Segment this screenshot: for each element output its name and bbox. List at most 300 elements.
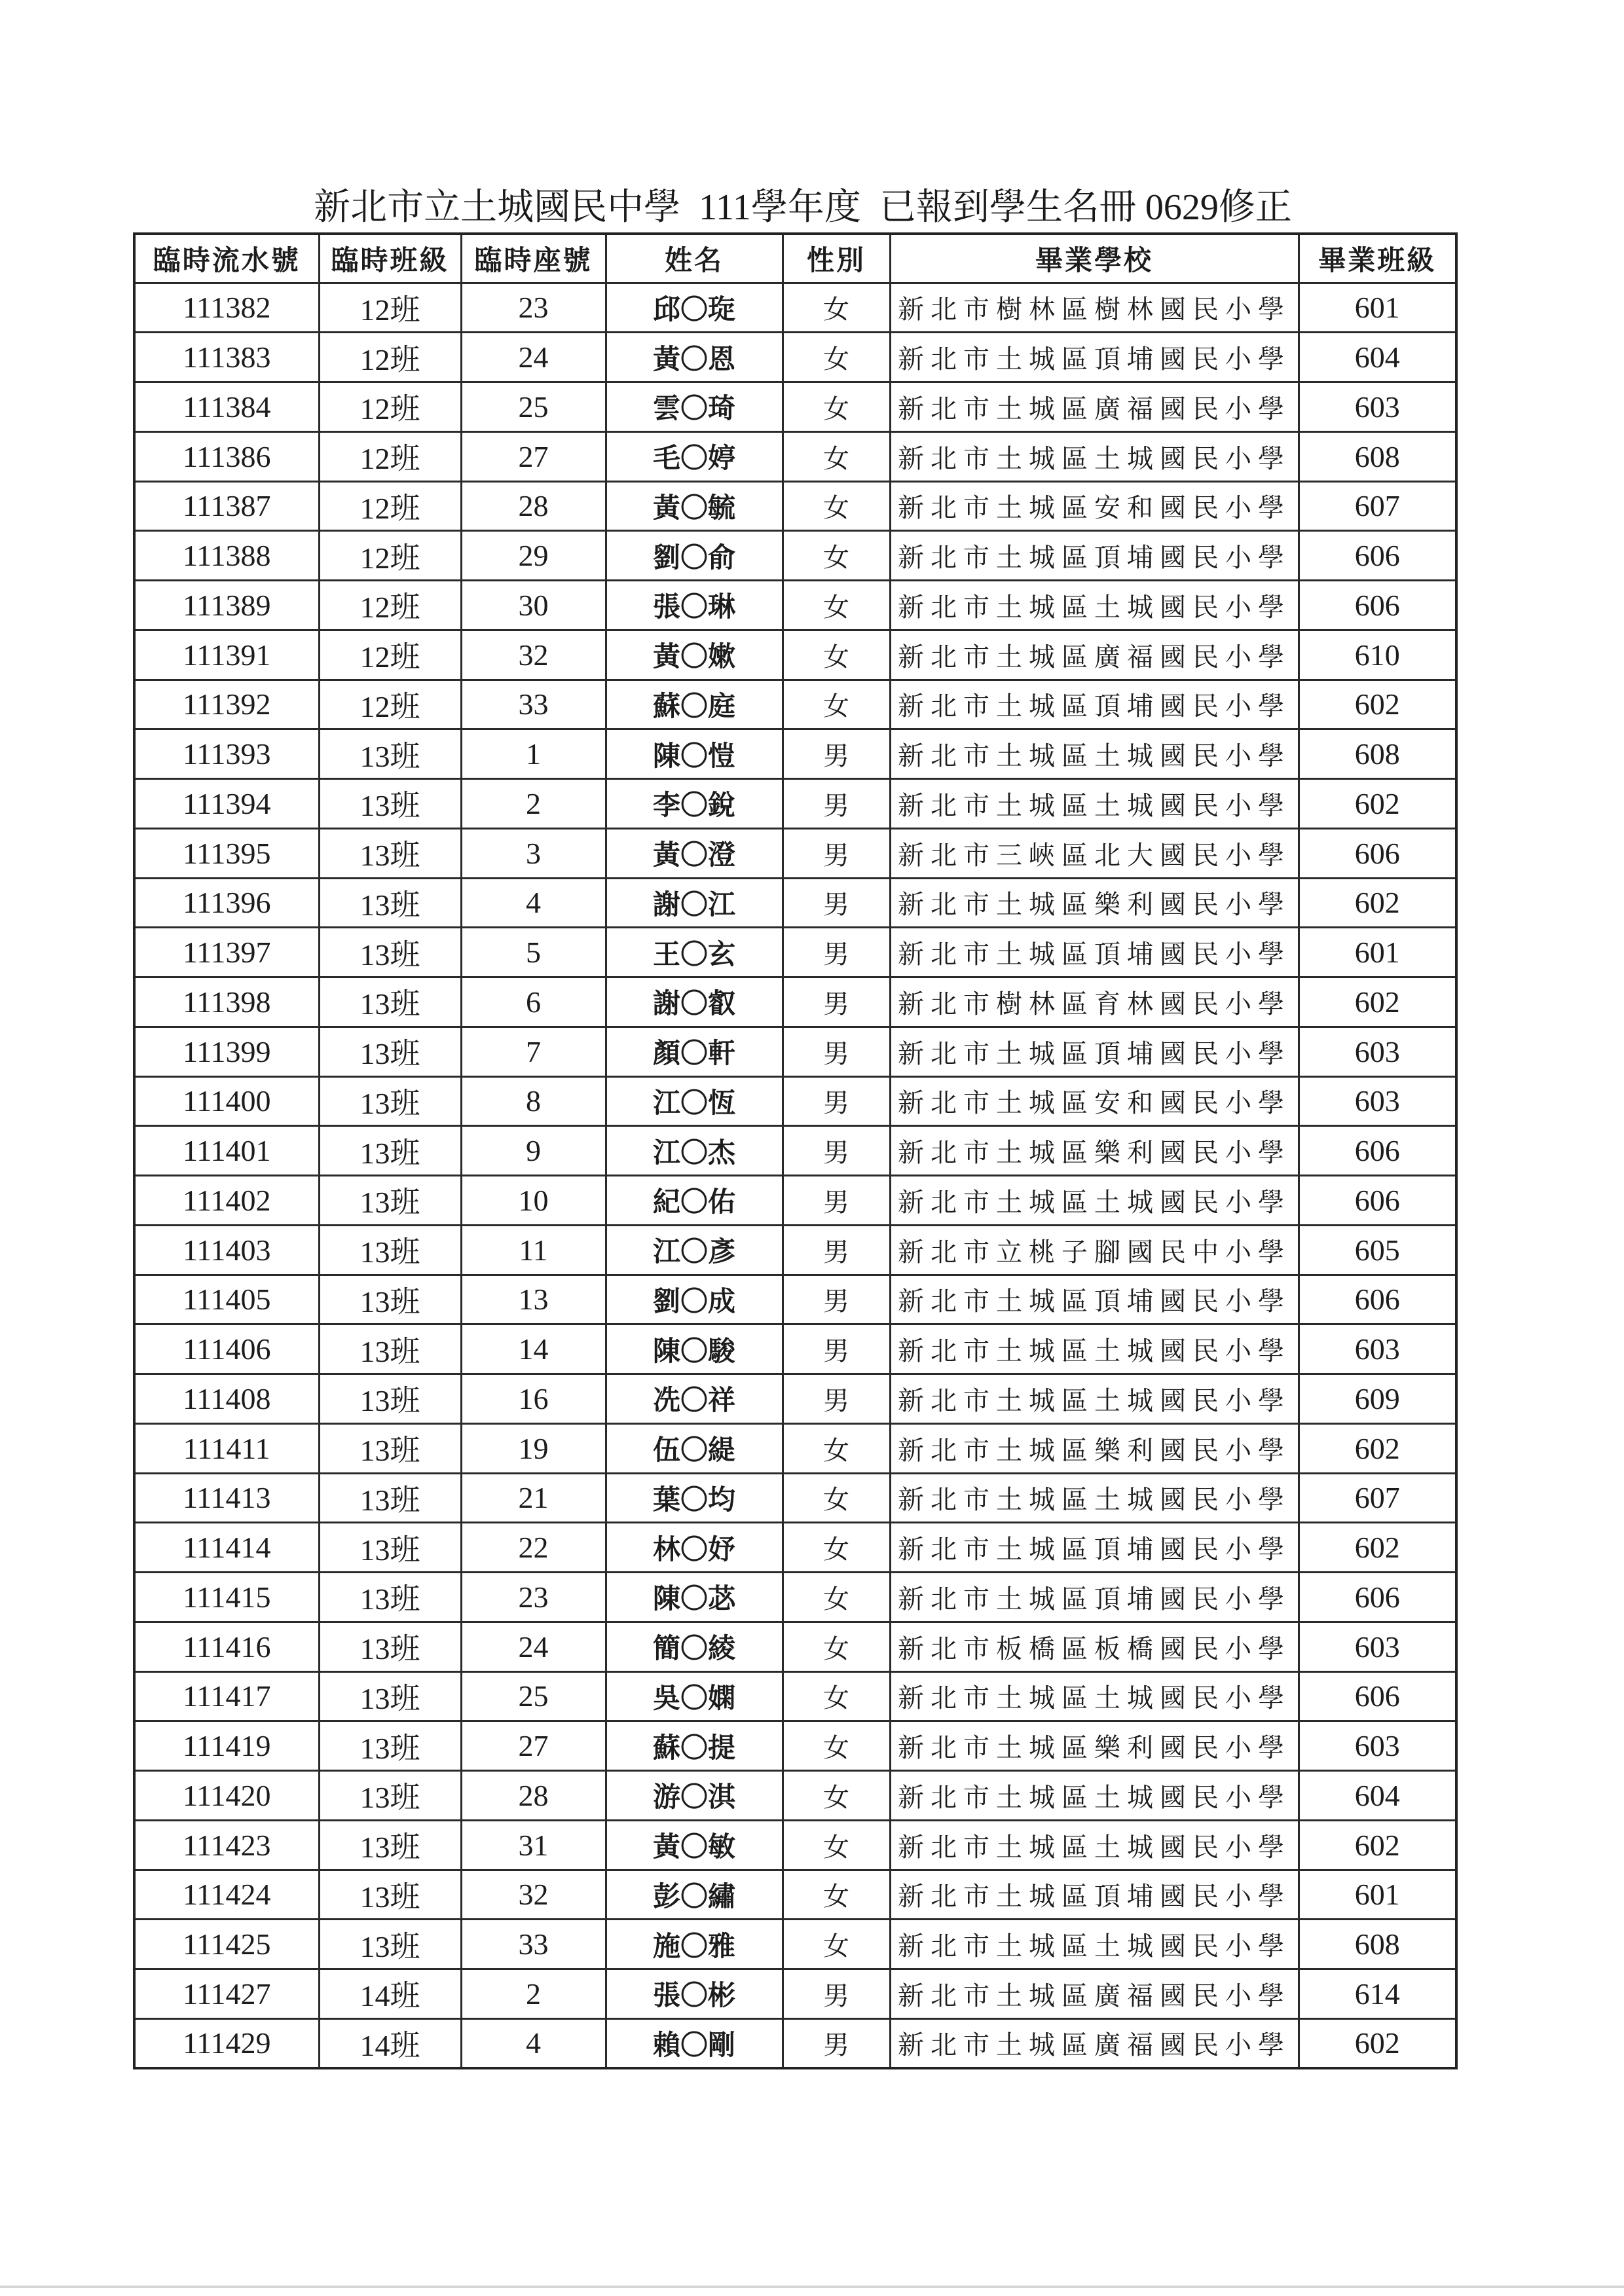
cell-serial: 111414 bbox=[134, 1523, 319, 1573]
cell-gender: 男 bbox=[783, 1374, 890, 1424]
table-row bbox=[134, 1870, 1456, 1920]
cell-serial: 111425 bbox=[134, 1920, 319, 1969]
cell-school: 新北市土城區頂埔國民小學 bbox=[890, 1275, 1299, 1324]
cell-name: 謝〇江 bbox=[606, 878, 783, 928]
cell-grad-class: 606 bbox=[1299, 1275, 1456, 1324]
cell-grad-class: 603 bbox=[1299, 1324, 1456, 1374]
table-row bbox=[134, 878, 1456, 928]
cell-seat: 11 bbox=[461, 1225, 606, 1275]
cell-temp-class: 12班 bbox=[319, 382, 461, 432]
cell-temp-class: 13班 bbox=[319, 1820, 461, 1870]
cell-temp-class: 12班 bbox=[319, 283, 461, 333]
cell-grad-class: 608 bbox=[1299, 1920, 1456, 1969]
cell-name: 李〇銳 bbox=[606, 779, 783, 829]
table-row bbox=[134, 828, 1456, 878]
header-temp-class: 臨時班級 bbox=[319, 234, 461, 283]
cell-serial: 111395 bbox=[134, 828, 319, 878]
cell-school: 新北市土城區土城國民小學 bbox=[890, 1920, 1299, 1969]
cell-name: 林〇妤 bbox=[606, 1523, 783, 1573]
table-row bbox=[134, 1076, 1456, 1126]
cell-seat: 23 bbox=[461, 1573, 606, 1622]
cell-seat: 14 bbox=[461, 1324, 606, 1374]
table-row bbox=[134, 1176, 1456, 1226]
header-serial: 臨時流水號 bbox=[134, 234, 319, 283]
cell-school: 新北市土城區土城國民小學 bbox=[890, 1671, 1299, 1721]
table-row bbox=[134, 1126, 1456, 1176]
cell-seat: 32 bbox=[461, 1870, 606, 1920]
cell-seat: 27 bbox=[461, 1721, 606, 1771]
table-row bbox=[134, 1573, 1456, 1622]
cell-grad-class: 606 bbox=[1299, 1671, 1456, 1721]
header-gender: 性別 bbox=[783, 234, 890, 283]
cell-school: 新北市土城區土城國民小學 bbox=[890, 779, 1299, 829]
cell-school: 新北市土城區廣福國民小學 bbox=[890, 1969, 1299, 2019]
cell-gender: 女 bbox=[783, 1721, 890, 1771]
cell-grad-class: 602 bbox=[1299, 977, 1456, 1027]
cell-grad-class: 603 bbox=[1299, 382, 1456, 432]
cell-temp-class: 13班 bbox=[319, 1771, 461, 1821]
cell-name: 雲〇琦 bbox=[606, 382, 783, 432]
cell-name: 吳〇嫻 bbox=[606, 1671, 783, 1721]
cell-temp-class: 13班 bbox=[319, 977, 461, 1027]
cell-school: 新北市板橋區板橋國民小學 bbox=[890, 1622, 1299, 1671]
cell-serial: 111413 bbox=[134, 1473, 319, 1523]
cell-temp-class: 13班 bbox=[319, 1126, 461, 1176]
cell-gender: 女 bbox=[783, 1523, 890, 1573]
cell-grad-class: 606 bbox=[1299, 1126, 1456, 1176]
cell-serial: 111383 bbox=[134, 333, 319, 382]
cell-temp-class: 13班 bbox=[319, 828, 461, 878]
scan-edge-line bbox=[0, 2286, 1624, 2288]
cell-grad-class: 603 bbox=[1299, 1076, 1456, 1126]
cell-gender: 女 bbox=[783, 581, 890, 630]
cell-grad-class: 602 bbox=[1299, 878, 1456, 928]
cell-gender: 女 bbox=[783, 481, 890, 531]
cell-name: 陳〇苾 bbox=[606, 1573, 783, 1622]
cell-gender: 男 bbox=[783, 928, 890, 977]
cell-seat: 29 bbox=[461, 531, 606, 581]
cell-name: 黃〇嫰 bbox=[606, 630, 783, 680]
cell-temp-class: 12班 bbox=[319, 630, 461, 680]
cell-temp-class: 13班 bbox=[319, 1622, 461, 1671]
cell-school: 新北市土城區頂埔國民小學 bbox=[890, 333, 1299, 382]
cell-seat: 2 bbox=[461, 1969, 606, 2019]
cell-grad-class: 601 bbox=[1299, 283, 1456, 333]
cell-seat: 23 bbox=[461, 283, 606, 333]
cell-gender: 女 bbox=[783, 1870, 890, 1920]
table-header bbox=[134, 234, 1456, 283]
cell-name: 邱〇琁 bbox=[606, 283, 783, 333]
cell-school: 新北市土城區樂利國民小學 bbox=[890, 878, 1299, 928]
cell-gender: 男 bbox=[783, 1176, 890, 1226]
cell-temp-class: 13班 bbox=[319, 1573, 461, 1622]
table-row bbox=[134, 779, 1456, 829]
cell-name: 劉〇成 bbox=[606, 1275, 783, 1324]
cell-name: 江〇杰 bbox=[606, 1126, 783, 1176]
header-row bbox=[134, 234, 1456, 283]
cell-serial: 111406 bbox=[134, 1324, 319, 1374]
cell-name: 黃〇敏 bbox=[606, 1820, 783, 1870]
cell-seat: 1 bbox=[461, 729, 606, 779]
cell-serial: 111400 bbox=[134, 1076, 319, 1126]
cell-grad-class: 610 bbox=[1299, 630, 1456, 680]
table-row bbox=[134, 1225, 1456, 1275]
cell-serial: 111387 bbox=[134, 481, 319, 531]
cell-seat: 13 bbox=[461, 1275, 606, 1324]
cell-grad-class: 606 bbox=[1299, 1176, 1456, 1226]
cell-temp-class: 13班 bbox=[319, 1523, 461, 1573]
cell-name: 陳〇駿 bbox=[606, 1324, 783, 1374]
cell-temp-class: 12班 bbox=[319, 531, 461, 581]
cell-serial: 111408 bbox=[134, 1374, 319, 1424]
cell-gender: 女 bbox=[783, 1771, 890, 1821]
cell-serial: 111429 bbox=[134, 2018, 319, 2068]
cell-school: 新北市土城區頂埔國民小學 bbox=[890, 1573, 1299, 1622]
cell-temp-class: 13班 bbox=[319, 1721, 461, 1771]
cell-seat: 22 bbox=[461, 1523, 606, 1573]
cell-temp-class: 13班 bbox=[319, 928, 461, 977]
cell-gender: 女 bbox=[783, 1671, 890, 1721]
cell-name: 劉〇俞 bbox=[606, 531, 783, 581]
table-row bbox=[134, 1473, 1456, 1523]
cell-gender: 女 bbox=[783, 431, 890, 481]
cell-seat: 30 bbox=[461, 581, 606, 630]
cell-temp-class: 13班 bbox=[319, 1176, 461, 1226]
document-title: 新北市立土城國民中學 111學年度 已報到學生名冊 0629修正 bbox=[314, 187, 1292, 228]
cell-school: 新北市土城區廣福國民小學 bbox=[890, 630, 1299, 680]
table-row bbox=[134, 1324, 1456, 1374]
cell-grad-class: 607 bbox=[1299, 481, 1456, 531]
cell-temp-class: 14班 bbox=[319, 1969, 461, 2019]
header-grad-class: 畢業班級 bbox=[1299, 234, 1456, 283]
cell-seat: 28 bbox=[461, 1771, 606, 1821]
cell-gender: 男 bbox=[783, 1324, 890, 1374]
cell-grad-class: 603 bbox=[1299, 1622, 1456, 1671]
cell-name: 江〇彥 bbox=[606, 1225, 783, 1275]
cell-name: 蘇〇庭 bbox=[606, 680, 783, 729]
cell-seat: 21 bbox=[461, 1473, 606, 1523]
table-row bbox=[134, 1523, 1456, 1573]
cell-serial: 111405 bbox=[134, 1275, 319, 1324]
table-row bbox=[134, 1969, 1456, 2019]
cell-serial: 111424 bbox=[134, 1870, 319, 1920]
cell-school: 新北市土城區頂埔國民小學 bbox=[890, 1870, 1299, 1920]
cell-school: 新北市土城區頂埔國民小學 bbox=[890, 680, 1299, 729]
cell-school: 新北市土城區樂利國民小學 bbox=[890, 1126, 1299, 1176]
cell-name: 王〇玄 bbox=[606, 928, 783, 977]
cell-grad-class: 606 bbox=[1299, 828, 1456, 878]
cell-grad-class: 605 bbox=[1299, 1225, 1456, 1275]
cell-school: 新北市土城區土城國民小學 bbox=[890, 431, 1299, 481]
cell-gender: 女 bbox=[783, 1473, 890, 1523]
cell-temp-class: 13班 bbox=[319, 1870, 461, 1920]
table-row bbox=[134, 531, 1456, 581]
cell-seat: 4 bbox=[461, 2018, 606, 2068]
cell-temp-class: 13班 bbox=[319, 1671, 461, 1721]
header-school: 畢業學校 bbox=[890, 234, 1299, 283]
cell-seat: 28 bbox=[461, 481, 606, 531]
cell-grad-class: 602 bbox=[1299, 1523, 1456, 1573]
table-row bbox=[134, 1027, 1456, 1076]
cell-gender: 男 bbox=[783, 2018, 890, 2068]
cell-seat: 33 bbox=[461, 680, 606, 729]
cell-school: 新北市土城區安和國民小學 bbox=[890, 481, 1299, 531]
cell-school: 新北市土城區土城國民小學 bbox=[890, 1771, 1299, 1821]
cell-school: 新北市土城區土城國民小學 bbox=[890, 1176, 1299, 1226]
cell-grad-class: 602 bbox=[1299, 1820, 1456, 1870]
cell-serial: 111398 bbox=[134, 977, 319, 1027]
cell-seat: 27 bbox=[461, 431, 606, 481]
cell-grad-class: 602 bbox=[1299, 1423, 1456, 1473]
cell-gender: 男 bbox=[783, 1076, 890, 1126]
cell-grad-class: 608 bbox=[1299, 431, 1456, 481]
cell-gender: 男 bbox=[783, 1275, 890, 1324]
cell-grad-class: 604 bbox=[1299, 333, 1456, 382]
cell-school: 新北市土城區土城國民小學 bbox=[890, 729, 1299, 779]
cell-gender: 女 bbox=[783, 283, 890, 333]
table-row bbox=[134, 1622, 1456, 1671]
cell-temp-class: 13班 bbox=[319, 1423, 461, 1473]
cell-grad-class: 604 bbox=[1299, 1771, 1456, 1821]
cell-temp-class: 12班 bbox=[319, 680, 461, 729]
cell-name: 賴〇剛 bbox=[606, 2018, 783, 2068]
cell-serial: 111389 bbox=[134, 581, 319, 630]
cell-serial: 111386 bbox=[134, 431, 319, 481]
cell-serial: 111427 bbox=[134, 1969, 319, 2019]
cell-name: 黃〇毓 bbox=[606, 481, 783, 531]
cell-gender: 女 bbox=[783, 382, 890, 432]
cell-temp-class: 13班 bbox=[319, 1920, 461, 1969]
table-row bbox=[134, 333, 1456, 382]
cell-temp-class: 13班 bbox=[319, 779, 461, 829]
cell-grad-class: 606 bbox=[1299, 531, 1456, 581]
header-seat: 臨時座號 bbox=[461, 234, 606, 283]
cell-seat: 24 bbox=[461, 333, 606, 382]
cell-gender: 女 bbox=[783, 1622, 890, 1671]
cell-name: 蘇〇提 bbox=[606, 1721, 783, 1771]
cell-grad-class: 601 bbox=[1299, 928, 1456, 977]
table-row bbox=[134, 1423, 1456, 1473]
cell-name: 黃〇恩 bbox=[606, 333, 783, 382]
cell-seat: 10 bbox=[461, 1176, 606, 1226]
table-row bbox=[134, 1820, 1456, 1870]
cell-serial: 111420 bbox=[134, 1771, 319, 1821]
cell-school: 新北市立桃子腳國民中小學 bbox=[890, 1225, 1299, 1275]
cell-school: 新北市土城區土城國民小學 bbox=[890, 1473, 1299, 1523]
cell-temp-class: 13班 bbox=[319, 1275, 461, 1324]
cell-name: 張〇琳 bbox=[606, 581, 783, 630]
cell-school: 新北市土城區頂埔國民小學 bbox=[890, 928, 1299, 977]
cell-seat: 25 bbox=[461, 1671, 606, 1721]
cell-school: 新北市土城區土城國民小學 bbox=[890, 1374, 1299, 1424]
cell-serial: 111416 bbox=[134, 1622, 319, 1671]
cell-seat: 31 bbox=[461, 1820, 606, 1870]
cell-serial: 111402 bbox=[134, 1176, 319, 1226]
cell-temp-class: 14班 bbox=[319, 2018, 461, 2068]
cell-name: 黃〇澄 bbox=[606, 828, 783, 878]
cell-school: 新北市樹林區樹林國民小學 bbox=[890, 283, 1299, 333]
cell-seat: 25 bbox=[461, 382, 606, 432]
cell-grad-class: 603 bbox=[1299, 1027, 1456, 1076]
table-row bbox=[134, 1671, 1456, 1721]
cell-temp-class: 13班 bbox=[319, 729, 461, 779]
table-row bbox=[134, 481, 1456, 531]
cell-temp-class: 13班 bbox=[319, 1027, 461, 1076]
cell-name: 張〇彬 bbox=[606, 1969, 783, 2019]
table-row bbox=[134, 1275, 1456, 1324]
cell-serial: 111382 bbox=[134, 283, 319, 333]
cell-name: 冼〇祥 bbox=[606, 1374, 783, 1424]
cell-gender: 女 bbox=[783, 1573, 890, 1622]
cell-gender: 男 bbox=[783, 1027, 890, 1076]
cell-gender: 男 bbox=[783, 779, 890, 829]
cell-serial: 111401 bbox=[134, 1126, 319, 1176]
cell-name: 簡〇綾 bbox=[606, 1622, 783, 1671]
cell-name: 游〇淇 bbox=[606, 1771, 783, 1821]
table-row bbox=[134, 2018, 1456, 2068]
cell-seat: 4 bbox=[461, 878, 606, 928]
cell-grad-class: 602 bbox=[1299, 2018, 1456, 2068]
cell-grad-class: 609 bbox=[1299, 1374, 1456, 1424]
cell-grad-class: 602 bbox=[1299, 680, 1456, 729]
table-body bbox=[134, 283, 1456, 2068]
table-row bbox=[134, 1374, 1456, 1424]
cell-temp-class: 13班 bbox=[319, 1225, 461, 1275]
cell-seat: 32 bbox=[461, 630, 606, 680]
cell-serial: 111396 bbox=[134, 878, 319, 928]
cell-serial: 111384 bbox=[134, 382, 319, 432]
table-row bbox=[134, 680, 1456, 729]
table-row bbox=[134, 1771, 1456, 1821]
cell-school: 新北市土城區安和國民小學 bbox=[890, 1076, 1299, 1126]
cell-school: 新北市土城區頂埔國民小學 bbox=[890, 1523, 1299, 1573]
cell-name: 紀〇佑 bbox=[606, 1176, 783, 1226]
cell-gender: 女 bbox=[783, 1423, 890, 1473]
cell-school: 新北市土城區頂埔國民小學 bbox=[890, 1027, 1299, 1076]
cell-gender: 女 bbox=[783, 630, 890, 680]
cell-grad-class: 607 bbox=[1299, 1473, 1456, 1523]
cell-school: 新北市土城區樂利國民小學 bbox=[890, 1423, 1299, 1473]
cell-grad-class: 606 bbox=[1299, 1573, 1456, 1622]
cell-temp-class: 12班 bbox=[319, 333, 461, 382]
cell-name: 毛〇婷 bbox=[606, 431, 783, 481]
cell-serial: 111394 bbox=[134, 779, 319, 829]
cell-gender: 女 bbox=[783, 1820, 890, 1870]
cell-name: 江〇恆 bbox=[606, 1076, 783, 1126]
cell-grad-class: 601 bbox=[1299, 1870, 1456, 1920]
cell-gender: 男 bbox=[783, 1126, 890, 1176]
cell-gender: 女 bbox=[783, 680, 890, 729]
table-row bbox=[134, 630, 1456, 680]
cell-serial: 111411 bbox=[134, 1423, 319, 1473]
cell-gender: 女 bbox=[783, 531, 890, 581]
cell-seat: 6 bbox=[461, 977, 606, 1027]
cell-seat: 24 bbox=[461, 1622, 606, 1671]
cell-gender: 女 bbox=[783, 333, 890, 382]
cell-seat: 33 bbox=[461, 1920, 606, 1969]
cell-seat: 3 bbox=[461, 828, 606, 878]
cell-seat: 2 bbox=[461, 779, 606, 829]
cell-gender: 男 bbox=[783, 828, 890, 878]
cell-seat: 8 bbox=[461, 1076, 606, 1126]
cell-serial: 111423 bbox=[134, 1820, 319, 1870]
table-row bbox=[134, 382, 1456, 432]
table-row bbox=[134, 283, 1456, 333]
cell-temp-class: 13班 bbox=[319, 878, 461, 928]
cell-serial: 111403 bbox=[134, 1225, 319, 1275]
table-row bbox=[134, 928, 1456, 977]
cell-serial: 111397 bbox=[134, 928, 319, 977]
cell-name: 伍〇緹 bbox=[606, 1423, 783, 1473]
cell-school: 新北市土城區土城國民小學 bbox=[890, 1324, 1299, 1374]
cell-seat: 9 bbox=[461, 1126, 606, 1176]
cell-grad-class: 606 bbox=[1299, 581, 1456, 630]
cell-gender: 男 bbox=[783, 729, 890, 779]
cell-serial: 111417 bbox=[134, 1671, 319, 1721]
cell-gender: 男 bbox=[783, 977, 890, 1027]
cell-name: 彭〇繡 bbox=[606, 1870, 783, 1920]
table-row bbox=[134, 431, 1456, 481]
table-row bbox=[134, 1721, 1456, 1771]
cell-name: 施〇雅 bbox=[606, 1920, 783, 1969]
cell-serial: 111419 bbox=[134, 1721, 319, 1771]
cell-temp-class: 12班 bbox=[319, 431, 461, 481]
cell-seat: 7 bbox=[461, 1027, 606, 1076]
cell-serial: 111392 bbox=[134, 680, 319, 729]
cell-name: 葉〇均 bbox=[606, 1473, 783, 1523]
cell-serial: 111399 bbox=[134, 1027, 319, 1076]
cell-gender: 男 bbox=[783, 878, 890, 928]
cell-grad-class: 614 bbox=[1299, 1969, 1456, 2019]
cell-school: 新北市樹林區育林國民小學 bbox=[890, 977, 1299, 1027]
cell-grad-class: 603 bbox=[1299, 1721, 1456, 1771]
cell-name: 謝〇叡 bbox=[606, 977, 783, 1027]
cell-school: 新北市土城區土城國民小學 bbox=[890, 1820, 1299, 1870]
cell-school: 新北市三峽區北大國民小學 bbox=[890, 828, 1299, 878]
cell-temp-class: 13班 bbox=[319, 1374, 461, 1424]
cell-temp-class: 13班 bbox=[319, 1324, 461, 1374]
cell-gender: 男 bbox=[783, 1225, 890, 1275]
table-row bbox=[134, 1920, 1456, 1969]
cell-seat: 5 bbox=[461, 928, 606, 977]
cell-school: 新北市土城區廣福國民小學 bbox=[890, 382, 1299, 432]
cell-school: 新北市土城區樂利國民小學 bbox=[890, 1721, 1299, 1771]
cell-school: 新北市土城區廣福國民小學 bbox=[890, 2018, 1299, 2068]
table-row bbox=[134, 977, 1456, 1027]
cell-seat: 19 bbox=[461, 1423, 606, 1473]
student-roster-table bbox=[133, 232, 1458, 2069]
cell-serial: 111415 bbox=[134, 1573, 319, 1622]
cell-seat: 16 bbox=[461, 1374, 606, 1424]
header-name: 姓名 bbox=[606, 234, 783, 283]
cell-serial: 111391 bbox=[134, 630, 319, 680]
table-row bbox=[134, 581, 1456, 630]
cell-temp-class: 13班 bbox=[319, 1076, 461, 1126]
cell-school: 新北市土城區土城國民小學 bbox=[890, 581, 1299, 630]
cell-name: 顏〇軒 bbox=[606, 1027, 783, 1076]
cell-serial: 111388 bbox=[134, 531, 319, 581]
cell-school: 新北市土城區頂埔國民小學 bbox=[890, 531, 1299, 581]
cell-temp-class: 13班 bbox=[319, 1473, 461, 1523]
cell-temp-class: 12班 bbox=[319, 581, 461, 630]
table-row bbox=[134, 729, 1456, 779]
cell-gender: 男 bbox=[783, 1969, 890, 2019]
cell-serial: 111393 bbox=[134, 729, 319, 779]
cell-name: 陳〇愷 bbox=[606, 729, 783, 779]
cell-grad-class: 602 bbox=[1299, 779, 1456, 829]
cell-temp-class: 12班 bbox=[319, 481, 461, 531]
cell-gender: 女 bbox=[783, 1920, 890, 1969]
